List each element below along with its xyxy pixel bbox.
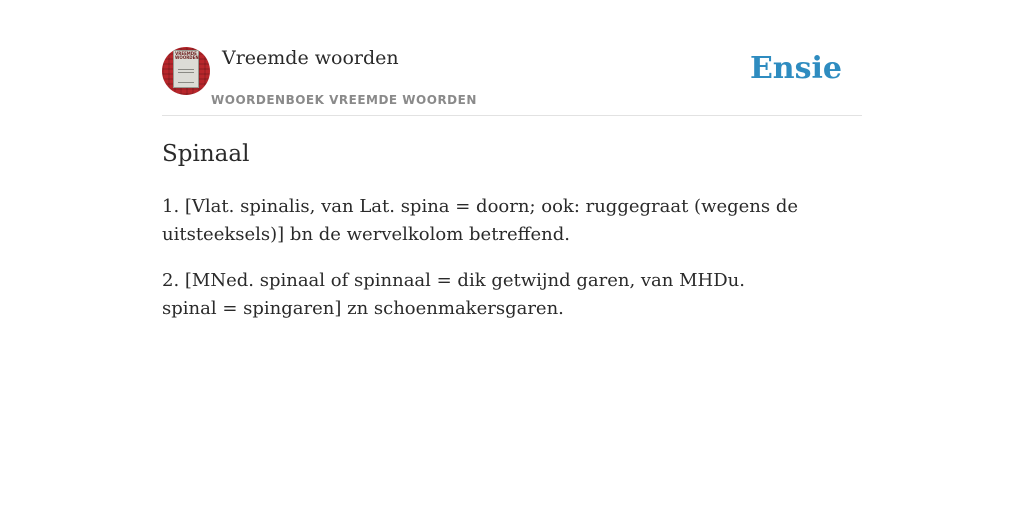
definition-item: 1. [Vlat. spinalis, van Lat. spina = doorn; ook: ruggegraat (wegens de uitsteeksels)] bn de wervelkolom betreffend. [162,196,799,245]
book-cover-line [178,69,194,70]
dictionary-subtitle: WOORDENBOEK VREEMDE WOORDEN [211,93,477,107]
dictionary-title-link[interactable]: Vreemde woorden [222,47,399,69]
site-header [162,0,862,116]
book-cover-line [178,72,194,73]
ensie-logo-link[interactable]: Ensie [749,51,842,86]
dictionary-cover-avatar[interactable] [162,47,210,95]
definition-item: 2. [MNed. spinaal of spinnaal = dik getwijnd garen, van MHDu. spinal = spingaren] zn schoenmakersgaren. [162,270,745,319]
page-content [162,0,862,319]
book-cover-title: VREEMDE WOORDEN [175,51,199,60]
book-cover-icon [174,51,198,87]
book-cover-line [178,82,194,83]
definition-list [162,193,802,341]
entry-title: Spinaal [162,141,250,167]
